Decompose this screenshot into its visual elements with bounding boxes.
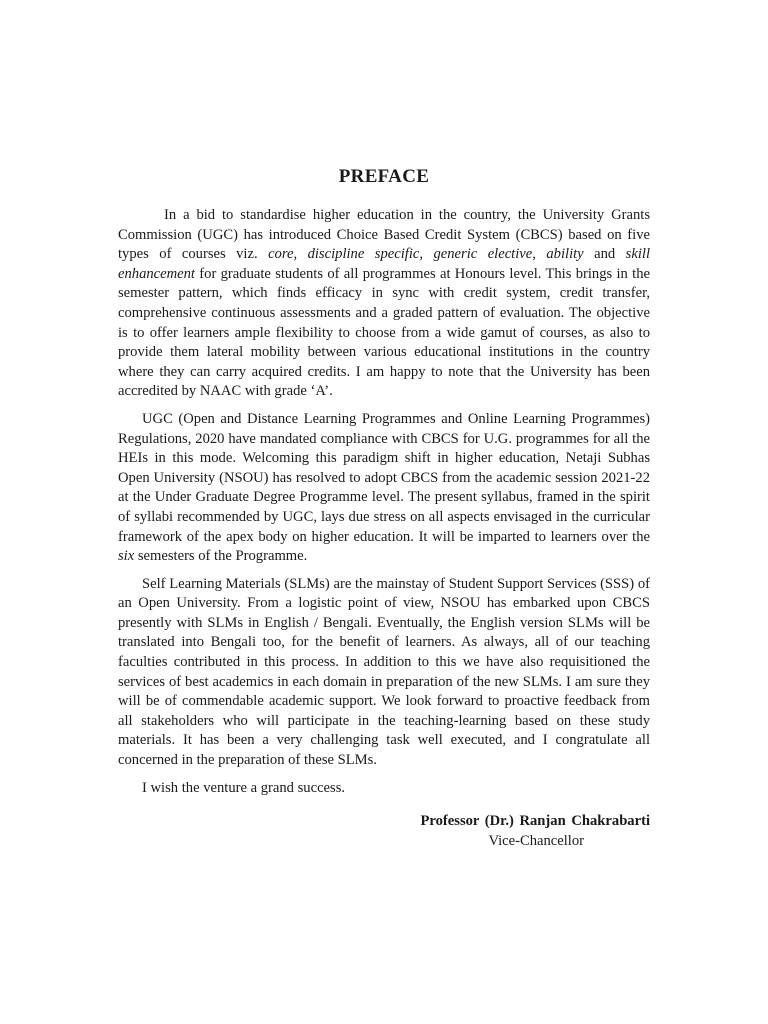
paragraph-wish: I wish the venture a grand success. <box>142 779 346 796</box>
preface-page <box>118 166 650 852</box>
paragraph-cbcs-intro <box>118 206 650 402</box>
page-title: PREFACE <box>338 166 430 187</box>
italic-course-types: core, discipline specific, generic elective, ability <box>268 246 584 263</box>
signature-block <box>118 812 650 852</box>
paragraph-text: UGC (Open and Distance Learning Programmes and Online Learning Programmes) Regulations, 2020 have mandated compliance with CBCS for U.G. programmes for all the HEIs in this mode. Welcoming this paradigm shift in higher education, Netaji Subhas Open University (NSOU) has resolved to adopt CBCS from the academic session 2021-22 at the Under Graduate Degree Programme level. The present syllabus, framed in the spirit of syllabi recommended by UGC, lays due stress on all aspects envisaged in the curricular framework of the apex body on higher education. It will be imparted to learners over the <box>118 410 650 545</box>
paragraph-text: In a bid to standardise higher education in the country, the University Grants Commission (UGC) has introduced Choice Based Credit System (CBCS) based on five types of courses viz. <box>118 207 650 263</box>
paragraph-text: semesters of the Programme. <box>134 548 308 565</box>
signatory-title: Vice-Chancellor <box>488 833 584 850</box>
paragraph-ugc-regulations <box>118 410 650 567</box>
signatory-name: Professor (Dr.) Ranjan Chakrabarti <box>420 813 650 830</box>
paragraph-slms: Self Learning Materials (SLMs) are the mainstay of Student Support Services (SSS) of an Open University. From a logistic point of view, NSOU has embarked upon CBCS presently with SLMs in English / Bengali. Eventually, the English version SLMs will be translated into Bengali too, for the benefit of learners. As always, all of our teaching faculties contributed in this process. In addition to this we have also requisitioned the services of best academics in each domain in preparation of the new SLMs. I am sure they will be of commendable academic support. We look forward to proactive feedback from all stakeholders who will participate in the teaching-learning based on these study materials. It has been a very challenging task well executed, and I congratulate all concerned in the preparation of these SLMs. <box>118 575 650 769</box>
paragraph-text: for graduate students of all programmes at Honours level. This brings in the semester pattern, which finds efficacy in sync with credit system, credit transfer, comprehensive continuous assessments and a graded pattern of evaluation. The objective is to offer learners ample flexibility to choose from a wide gamut of courses, as also to provide them lateral mobility between various educational institutions in the country where they can carry acquired credits. I am happy to note that the University has been accredited by NAAC with grade ‘A’. <box>118 265 650 400</box>
italic-skill-enhancement: skill enhancement <box>118 246 650 282</box>
italic-six: six <box>118 548 135 565</box>
paragraph-text: and <box>583 246 626 263</box>
